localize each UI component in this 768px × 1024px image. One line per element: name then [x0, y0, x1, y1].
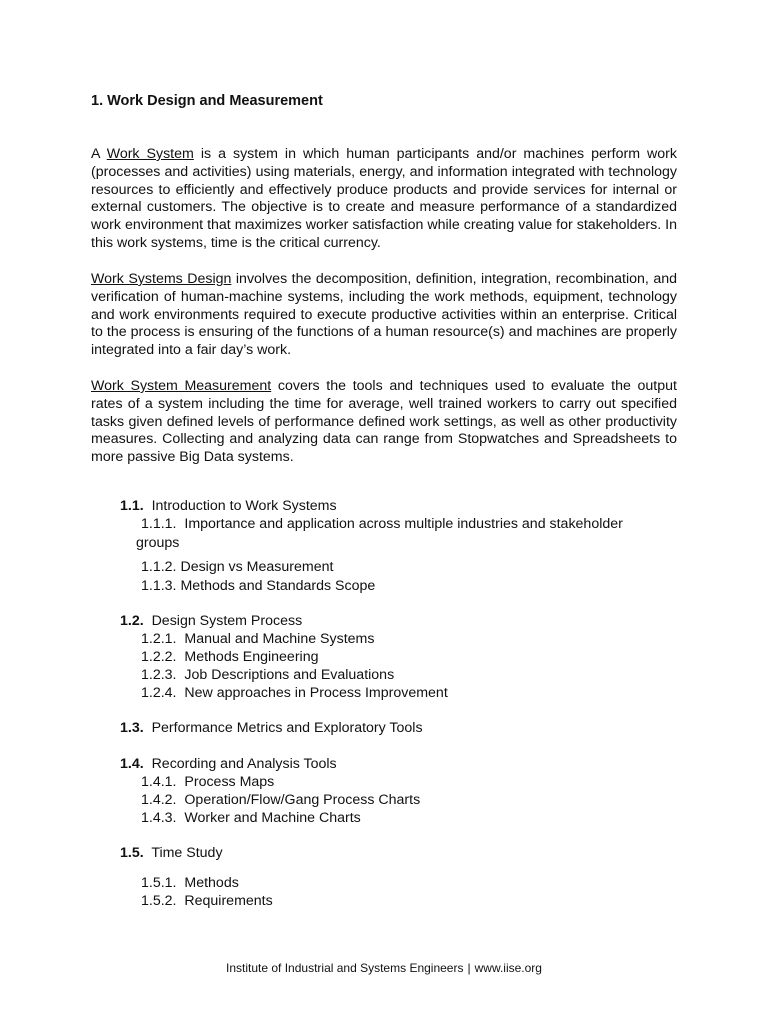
outline-item-1-1-1: 1.1.1. Importance and application across multiple industries and stakeholder: [141, 516, 623, 532]
outline-item-1-1: 1.1. Introduction to Work Systems: [120, 498, 337, 514]
page-title: 1. Work Design and Measurement: [91, 93, 323, 109]
page-footer: [0, 960, 768, 976]
outline-item-1-5-2: 1.5.2. Requirements: [141, 893, 273, 909]
paragraph-work-systems-design: [91, 271, 677, 360]
outline-item-1-5: 1.5. Time Study: [120, 845, 223, 861]
paragraph-text: covers the tools and techniques used to evaluate the output rates of a system including the time for average, well trained workers to carry out specified tasks given defined levels of performance defined work settings, as well as other productivity measures. Collecting and analyzing data can range from Stopwatches and Spreadsheets to more passive Big Data systems.: [91, 378, 677, 466]
paragraph-text: involves the decomposition, definition, integration, recombination, and verification of human-machine systems, including the work methods, equipment, technology and work environments required to execute productive activities within an enterprise. Critical to the process is ensuring of the functions of a human resource(s) and machines are properly integrated into a fair day’s work.: [91, 271, 677, 359]
outline-item-1-1-3: 1.1.3. Methods and Standards Scope: [141, 578, 376, 594]
paragraph-work-system-measurement: [91, 378, 677, 467]
term-work-system-measurement: Work System Measurement: [91, 378, 272, 394]
footer-separator: |: [467, 961, 471, 975]
outline-item-1-4: 1.4. Recording and Analysis Tools: [120, 756, 337, 772]
footer-org: Institute of Industrial and Systems Engineers: [226, 961, 464, 975]
outline-item-1-2-2: 1.2.2. Methods Engineering: [141, 649, 319, 665]
outline-item-1-4-1: 1.4.1. Process Maps: [141, 774, 275, 790]
outline-item-1-2-1: 1.2.1. Manual and Machine Systems: [141, 631, 375, 647]
term-work-system: Work System: [106, 146, 194, 162]
term-work-systems-design: Work Systems Design: [91, 271, 232, 287]
paragraph-prefix: A: [91, 146, 107, 162]
outline-item-1-2-4: 1.2.4. New approaches in Process Improvement: [141, 685, 448, 701]
outline-item-1-1-2: 1.1.2. Design vs Measurement: [141, 559, 334, 575]
outline-item-1-5-1: 1.5.1. Methods: [141, 875, 239, 891]
outline-item-1-4-2: 1.4.2. Operation/Flow/Gang Process Charts: [141, 792, 421, 808]
paragraph-work-system: [91, 146, 677, 253]
outline-item-1-2: 1.2. Design System Process: [120, 613, 303, 629]
outline-item-1-1-1-continued: groups: [136, 535, 180, 551]
paragraph-text: is a system in which human participants and/or machines perform work (processes and activities) using materials, energy, and information integrated with technology resources to efficiently and effectively produce products and provide services for internal or external customers. The objective is to create and measure performance of a standardized work environment that maximizes worker satisfaction while creating value for stakeholders. In this work systems, time is the critical currency.: [91, 146, 677, 251]
footer-url: www.iise.org: [474, 961, 542, 975]
outline-item-1-3: 1.3. Performance Metrics and Exploratory Tools: [120, 720, 423, 736]
outline-item-1-4-3: 1.4.3. Worker and Machine Charts: [141, 810, 361, 826]
outline-item-1-2-3: 1.2.3. Job Descriptions and Evaluations: [141, 667, 395, 683]
